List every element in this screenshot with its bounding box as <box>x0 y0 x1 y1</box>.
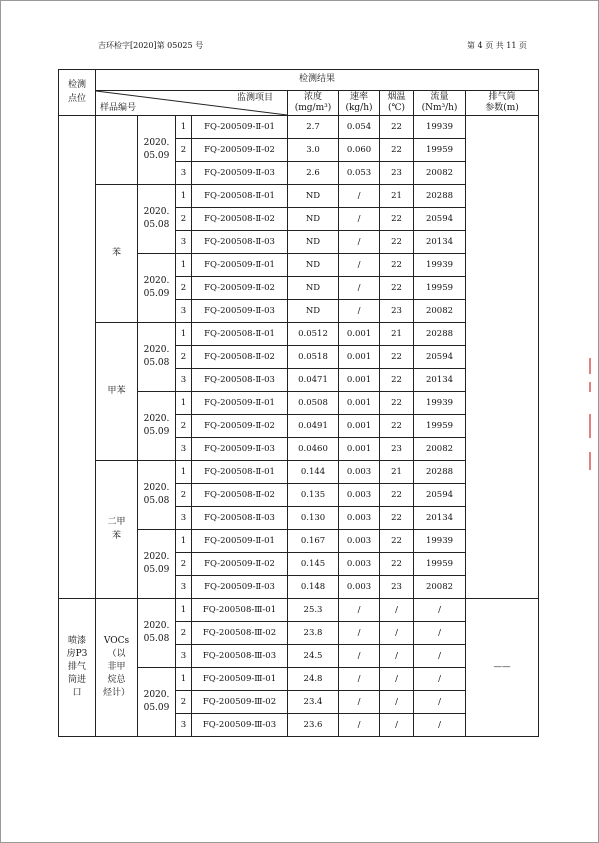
flow-cell: 20134 <box>414 369 466 392</box>
temperature-cell: 22 <box>380 116 414 139</box>
rate-cell: / <box>339 691 380 714</box>
flow-cell: / <box>414 691 466 714</box>
seq-cell: 3 <box>176 231 192 254</box>
flow-cell: 20288 <box>414 461 466 484</box>
flow-cell: 20594 <box>414 484 466 507</box>
seq-cell: 2 <box>176 484 192 507</box>
flow-cell: 20082 <box>414 300 466 323</box>
sample-id-cell: FQ-200508-Ⅲ-01 <box>192 599 288 622</box>
flow-cell: 19959 <box>414 139 466 162</box>
rate-cell: 0.001 <box>339 415 380 438</box>
rate-cell: / <box>339 599 380 622</box>
header-stack-param: 排气筒 参数(m) <box>466 91 539 116</box>
temperature-cell: 22 <box>380 277 414 300</box>
item-cell: 甲苯 <box>96 323 138 461</box>
concentration-cell: 23.8 <box>288 622 339 645</box>
concentration-cell: ND <box>288 208 339 231</box>
temperature-cell: 22 <box>380 208 414 231</box>
sample-id-cell: FQ-200509-Ⅱ-03 <box>192 300 288 323</box>
concentration-cell: 0.0471 <box>288 369 339 392</box>
temperature-cell: / <box>380 599 414 622</box>
flow-cell: / <box>414 714 466 737</box>
seq-cell: 2 <box>176 277 192 300</box>
header-results: 检测结果 <box>96 70 539 91</box>
rate-cell: 0.003 <box>339 530 380 553</box>
temperature-cell: 22 <box>380 369 414 392</box>
flow-cell: 20288 <box>414 185 466 208</box>
sample-id-cell: FQ-200509-Ⅱ-02 <box>192 277 288 300</box>
seq-cell: 1 <box>176 599 192 622</box>
concentration-cell: 25.3 <box>288 599 339 622</box>
date-cell: 2020. 05.09 <box>138 530 176 599</box>
sample-id-cell: FQ-200508-Ⅱ-02 <box>192 346 288 369</box>
temperature-cell: 21 <box>380 461 414 484</box>
flow-cell: 19939 <box>414 254 466 277</box>
table-row <box>59 599 539 622</box>
seq-cell: 3 <box>176 369 192 392</box>
seq-cell: 3 <box>176 714 192 737</box>
rate-cell: 0.003 <box>339 461 380 484</box>
rate-cell: 0.001 <box>339 323 380 346</box>
rate-cell: 0.054 <box>339 116 380 139</box>
temperature-cell: / <box>380 691 414 714</box>
rate-cell: / <box>339 714 380 737</box>
temperature-cell: 22 <box>380 415 414 438</box>
header-flow: 流量 (Nm³/h) <box>414 91 466 116</box>
rate-cell: / <box>339 622 380 645</box>
item-cell <box>96 116 138 185</box>
sample-id-cell: FQ-200508-Ⅱ-03 <box>192 231 288 254</box>
page-number: 第 4 页 共 11 页 <box>467 41 527 50</box>
concentration-cell: ND <box>288 277 339 300</box>
flow-cell: 20594 <box>414 208 466 231</box>
temperature-cell: 22 <box>380 139 414 162</box>
seq-cell: 1 <box>176 323 192 346</box>
header-rate: 速率 (kg/h) <box>339 91 380 116</box>
header-concentration: 浓度 (mg/m³) <box>288 91 339 116</box>
concentration-cell: 0.135 <box>288 484 339 507</box>
date-cell: 2020. 05.09 <box>138 668 176 737</box>
date-cell: 2020. 05.09 <box>138 254 176 323</box>
concentration-cell: 23.6 <box>288 714 339 737</box>
concentration-cell: 0.0518 <box>288 346 339 369</box>
flow-cell: 19959 <box>414 553 466 576</box>
flow-cell: 20082 <box>414 438 466 461</box>
item-cell: 苯 <box>96 185 138 323</box>
flow-cell: 20134 <box>414 231 466 254</box>
seq-cell: 2 <box>176 691 192 714</box>
sample-id-cell: FQ-200508-Ⅱ-03 <box>192 369 288 392</box>
temperature-cell: 22 <box>380 530 414 553</box>
red-stamp-edge <box>589 452 591 470</box>
sample-id-cell: FQ-200509-Ⅱ-02 <box>192 415 288 438</box>
seq-cell: 3 <box>176 300 192 323</box>
date-cell: 2020. 05.08 <box>138 323 176 392</box>
concentration-cell: 0.130 <box>288 507 339 530</box>
flow-cell: 19959 <box>414 277 466 300</box>
red-stamp-edge <box>589 358 591 374</box>
seq-cell: 2 <box>176 208 192 231</box>
temperature-cell: 22 <box>380 231 414 254</box>
header-temperature: 烟温 (℃) <box>380 91 414 116</box>
flow-cell: 19939 <box>414 530 466 553</box>
sample-id-cell: FQ-200508-Ⅱ-01 <box>192 461 288 484</box>
temperature-cell: 23 <box>380 438 414 461</box>
item-cell: VOCs （以 非甲 烷总 烃计） <box>96 599 138 737</box>
temperature-cell: / <box>380 714 414 737</box>
flow-cell: / <box>414 599 466 622</box>
temperature-cell: 23 <box>380 576 414 599</box>
concentration-cell: 2.6 <box>288 162 339 185</box>
temperature-cell: 21 <box>380 323 414 346</box>
sample-id-cell: FQ-200509-Ⅲ-03 <box>192 714 288 737</box>
item-cell: 二甲 苯 <box>96 461 138 599</box>
temperature-cell: 21 <box>380 185 414 208</box>
seq-cell: 3 <box>176 645 192 668</box>
rate-cell: 0.003 <box>339 576 380 599</box>
concentration-cell: 0.167 <box>288 530 339 553</box>
sample-id-cell: FQ-200509-Ⅲ-02 <box>192 691 288 714</box>
flow-cell: / <box>414 622 466 645</box>
temperature-cell: 22 <box>380 553 414 576</box>
date-cell: 2020. 05.08 <box>138 461 176 530</box>
rate-cell: / <box>339 208 380 231</box>
flow-cell: / <box>414 645 466 668</box>
flow-cell: 19959 <box>414 415 466 438</box>
concentration-cell: ND <box>288 231 339 254</box>
temperature-cell: 22 <box>380 392 414 415</box>
concentration-cell: 0.144 <box>288 461 339 484</box>
report-number: 吉环检字[2020]第 05025 号 <box>98 41 204 50</box>
temperature-cell: 23 <box>380 162 414 185</box>
sample-id-cell: FQ-200509-Ⅱ-01 <box>192 392 288 415</box>
temperature-cell: 22 <box>380 484 414 507</box>
sample-id-cell: FQ-200509-Ⅱ-01 <box>192 530 288 553</box>
concentration-cell: ND <box>288 254 339 277</box>
rate-cell: 0.001 <box>339 392 380 415</box>
stack-param-cell <box>466 116 539 599</box>
seq-cell: 1 <box>176 185 192 208</box>
seq-cell: 1 <box>176 254 192 277</box>
sample-id-cell: FQ-200508-Ⅱ-02 <box>192 484 288 507</box>
flow-cell: / <box>414 668 466 691</box>
rate-cell: 0.060 <box>339 139 380 162</box>
concentration-cell: 3.0 <box>288 139 339 162</box>
rate-cell: 0.001 <box>339 438 380 461</box>
header-point: 检测 点位 <box>59 70 96 116</box>
flow-cell: 20134 <box>414 507 466 530</box>
results-table <box>58 69 539 737</box>
sample-id-cell: FQ-200509-Ⅱ-01 <box>192 254 288 277</box>
sample-id-cell: FQ-200508-Ⅲ-02 <box>192 622 288 645</box>
seq-cell: 1 <box>176 461 192 484</box>
concentration-cell: 24.5 <box>288 645 339 668</box>
flow-cell: 20594 <box>414 346 466 369</box>
header-monitor-item: 监测项目 <box>236 93 273 103</box>
sample-id-cell: FQ-200508-Ⅱ-01 <box>192 323 288 346</box>
concentration-cell: ND <box>288 185 339 208</box>
seq-cell: 3 <box>176 438 192 461</box>
rate-cell: / <box>339 277 380 300</box>
seq-cell: 2 <box>176 346 192 369</box>
rate-cell: / <box>339 668 380 691</box>
temperature-cell: / <box>380 622 414 645</box>
concentration-cell: ND <box>288 300 339 323</box>
rate-cell: 0.003 <box>339 553 380 576</box>
date-cell: 2020. 05.08 <box>138 599 176 668</box>
flow-cell: 20288 <box>414 323 466 346</box>
rate-cell: / <box>339 645 380 668</box>
temperature-cell: 22 <box>380 507 414 530</box>
temperature-cell: 22 <box>380 346 414 369</box>
rate-cell: / <box>339 185 380 208</box>
sample-id-cell: FQ-200509-Ⅱ-01 <box>192 116 288 139</box>
date-cell: 2020. 05.09 <box>138 392 176 461</box>
sample-id-cell: FQ-200509-Ⅱ-03 <box>192 438 288 461</box>
concentration-cell: 0.148 <box>288 576 339 599</box>
concentration-cell: 0.0460 <box>288 438 339 461</box>
concentration-cell: 0.0512 <box>288 323 339 346</box>
table-row <box>59 116 539 139</box>
stack-param-cell: —— <box>466 599 539 737</box>
seq-cell: 1 <box>176 668 192 691</box>
rate-cell: 0.001 <box>339 346 380 369</box>
seq-cell: 2 <box>176 415 192 438</box>
sample-id-cell: FQ-200508-Ⅱ-01 <box>192 185 288 208</box>
seq-cell: 2 <box>176 139 192 162</box>
seq-cell: 1 <box>176 116 192 139</box>
sample-id-cell: FQ-200509-Ⅱ-03 <box>192 162 288 185</box>
seq-cell: 2 <box>176 553 192 576</box>
rate-cell: / <box>339 254 380 277</box>
sample-id-cell: FQ-200508-Ⅲ-03 <box>192 645 288 668</box>
seq-cell: 3 <box>176 162 192 185</box>
header-diagonal-cell <box>96 91 288 116</box>
temperature-cell: / <box>380 668 414 691</box>
sample-id-cell: FQ-200508-Ⅱ-02 <box>192 208 288 231</box>
rate-cell: / <box>339 231 380 254</box>
rate-cell: 0.001 <box>339 369 380 392</box>
sample-id-cell: FQ-200509-Ⅲ-01 <box>192 668 288 691</box>
header-sample-no: 样品编号 <box>100 102 137 113</box>
sample-id-cell: FQ-200508-Ⅱ-03 <box>192 507 288 530</box>
rate-cell: 0.053 <box>339 162 380 185</box>
sample-id-cell: FQ-200509-Ⅱ-02 <box>192 139 288 162</box>
temperature-cell: / <box>380 645 414 668</box>
point-cell: 喷漆 房P3 排气 筒进 口 <box>59 599 96 737</box>
red-stamp-edge <box>589 382 591 392</box>
sample-id-cell: FQ-200509-Ⅱ-03 <box>192 576 288 599</box>
flow-cell: 20082 <box>414 576 466 599</box>
sample-id-cell: FQ-200509-Ⅱ-02 <box>192 553 288 576</box>
date-cell: 2020. 05.09 <box>138 116 176 185</box>
red-stamp-edge <box>589 414 591 438</box>
flow-cell: 20082 <box>414 162 466 185</box>
seq-cell: 1 <box>176 530 192 553</box>
table-body <box>59 116 539 737</box>
date-cell: 2020. 05.08 <box>138 185 176 254</box>
concentration-cell: 0.145 <box>288 553 339 576</box>
flow-cell: 19939 <box>414 392 466 415</box>
concentration-cell: 0.0508 <box>288 392 339 415</box>
concentration-cell: 2.7 <box>288 116 339 139</box>
seq-cell: 3 <box>176 576 192 599</box>
seq-cell: 3 <box>176 507 192 530</box>
temperature-cell: 22 <box>380 254 414 277</box>
seq-cell: 2 <box>176 622 192 645</box>
seq-cell: 1 <box>176 392 192 415</box>
temperature-cell: 23 <box>380 300 414 323</box>
rate-cell: / <box>339 300 380 323</box>
rate-cell: 0.003 <box>339 507 380 530</box>
concentration-cell: 23.4 <box>288 691 339 714</box>
rate-cell: 0.003 <box>339 484 380 507</box>
concentration-cell: 0.0491 <box>288 415 339 438</box>
concentration-cell: 24.8 <box>288 668 339 691</box>
point-cell <box>59 116 96 599</box>
flow-cell: 19939 <box>414 116 466 139</box>
